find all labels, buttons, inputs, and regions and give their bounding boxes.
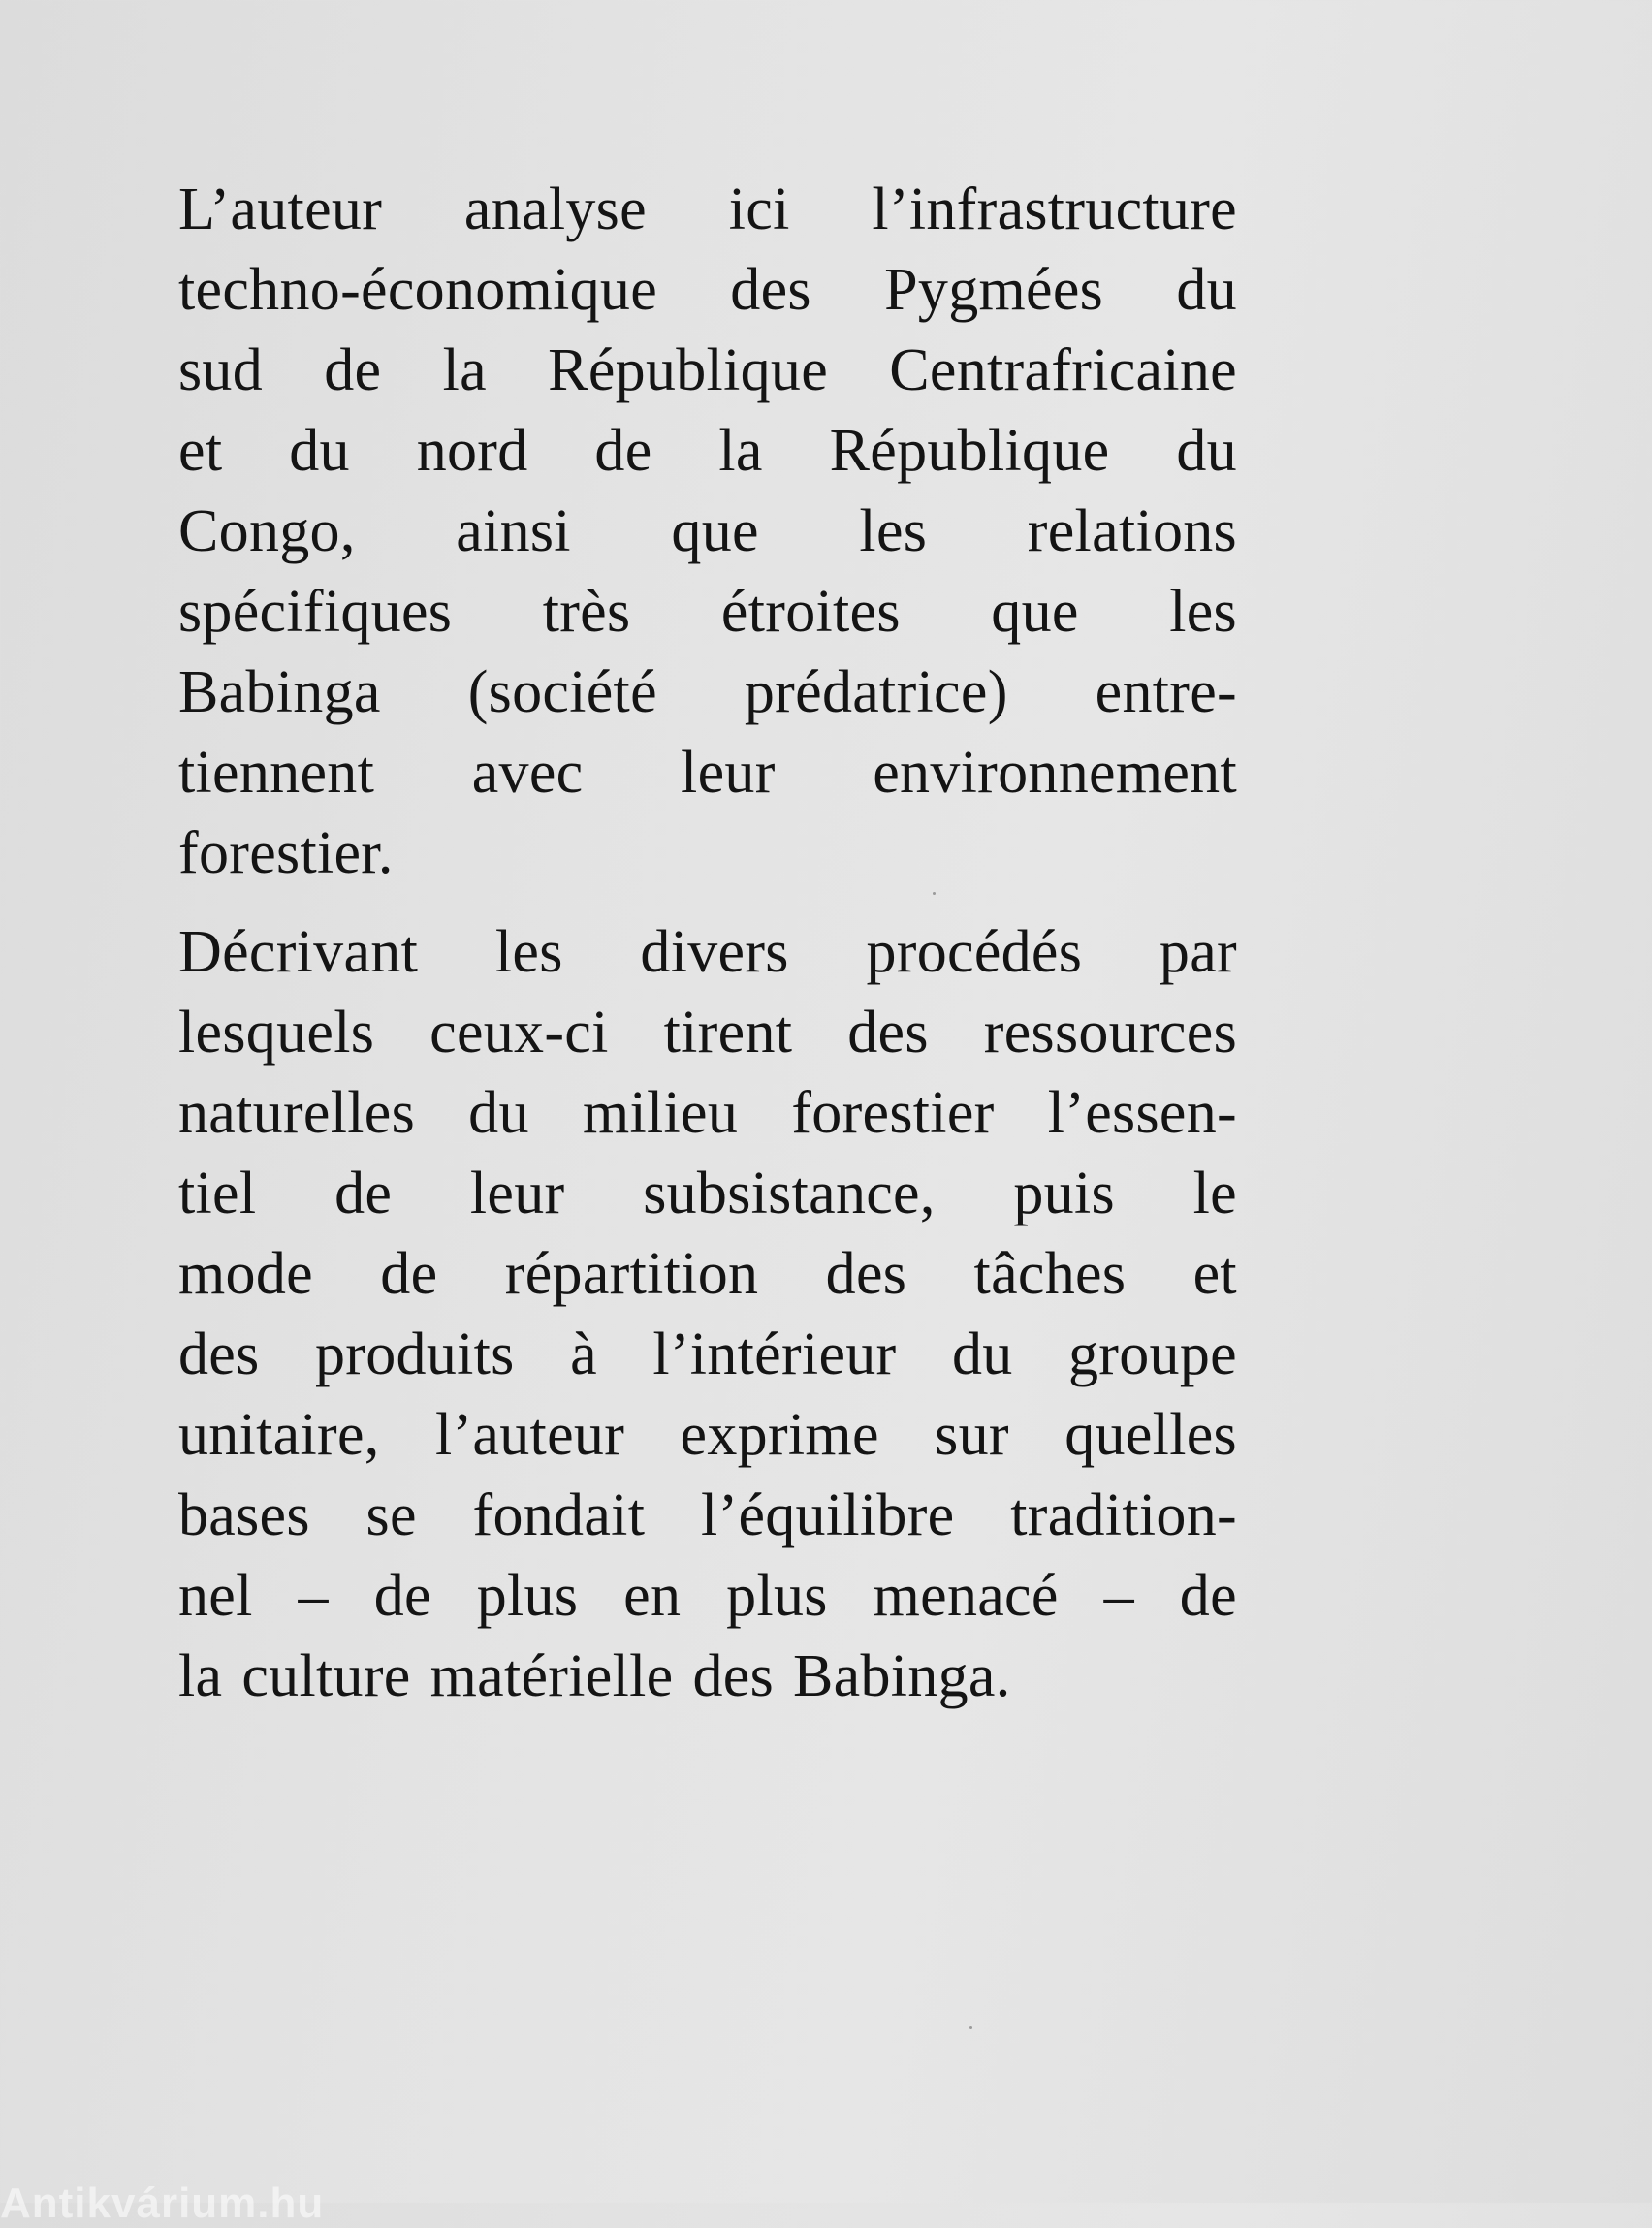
text-line bbox=[178, 170, 1237, 250]
text-line bbox=[178, 1395, 1237, 1476]
word: tirent bbox=[663, 1000, 793, 1066]
word: en bbox=[623, 1563, 682, 1629]
word: Babinga. bbox=[793, 1643, 1011, 1709]
word: des bbox=[730, 257, 811, 323]
word: très bbox=[542, 579, 631, 645]
word: du bbox=[951, 1321, 1013, 1387]
word: subsistance, bbox=[643, 1161, 936, 1226]
word: des bbox=[825, 1241, 907, 1307]
word: spécifiques bbox=[178, 579, 453, 645]
word: le bbox=[1192, 1161, 1237, 1226]
word: puis bbox=[1013, 1161, 1115, 1226]
word: naturelles bbox=[178, 1080, 416, 1146]
word: L’auteur bbox=[178, 176, 383, 242]
text-line bbox=[178, 1556, 1237, 1637]
word: et bbox=[178, 418, 223, 484]
word: Babinga bbox=[178, 659, 381, 725]
word: leur bbox=[469, 1161, 565, 1226]
text-line bbox=[178, 1476, 1237, 1556]
word: nord bbox=[416, 418, 528, 484]
paragraph-1 bbox=[178, 170, 1237, 894]
word: mode bbox=[178, 1241, 313, 1307]
word: République bbox=[548, 337, 829, 403]
text-line bbox=[178, 492, 1237, 572]
word: les bbox=[494, 919, 563, 985]
word: Décrivant bbox=[178, 919, 419, 985]
word: fondait bbox=[472, 1482, 646, 1548]
word: avec bbox=[471, 740, 584, 806]
text-line bbox=[178, 1234, 1237, 1315]
word: plus bbox=[726, 1563, 828, 1629]
word: groupe bbox=[1068, 1321, 1237, 1387]
word: de bbox=[324, 337, 382, 403]
word: et bbox=[1192, 1241, 1237, 1307]
word: du bbox=[289, 418, 350, 484]
word: matérielle bbox=[429, 1643, 674, 1709]
word: étroites bbox=[720, 579, 901, 645]
text-line bbox=[178, 1637, 1237, 1717]
word: tradition- bbox=[1010, 1482, 1237, 1548]
text-line bbox=[178, 1315, 1237, 1395]
word: des bbox=[847, 1000, 929, 1066]
paragraph-gap bbox=[178, 894, 1237, 912]
word: unitaire, bbox=[178, 1402, 380, 1468]
word: leur bbox=[681, 740, 776, 806]
word: les bbox=[859, 498, 928, 564]
word: l’essen- bbox=[1047, 1080, 1237, 1146]
word: du bbox=[468, 1080, 529, 1146]
word: la bbox=[178, 1643, 223, 1709]
word: culture bbox=[241, 1643, 411, 1709]
word: bases bbox=[178, 1482, 310, 1548]
word: de bbox=[380, 1241, 438, 1307]
word: Congo, bbox=[178, 498, 356, 564]
text-line bbox=[178, 572, 1237, 652]
text-line bbox=[178, 652, 1237, 733]
word: tiel bbox=[178, 1161, 257, 1226]
word: du bbox=[1176, 257, 1237, 323]
word: l’intérieur bbox=[652, 1321, 897, 1387]
paper-speck bbox=[933, 892, 936, 895]
word: des bbox=[178, 1321, 260, 1387]
word: lesquels bbox=[178, 1000, 375, 1066]
word: se bbox=[365, 1482, 417, 1548]
word: procédés bbox=[866, 919, 1083, 985]
word: ceux-ci bbox=[429, 1000, 609, 1066]
word: République bbox=[829, 418, 1110, 484]
word: relations bbox=[1027, 498, 1237, 564]
word: de bbox=[1179, 1563, 1237, 1629]
word: exprime bbox=[680, 1402, 879, 1468]
word: que bbox=[671, 498, 759, 564]
word: Pygmées bbox=[884, 257, 1104, 323]
word: analyse bbox=[463, 176, 647, 242]
word: ainsi bbox=[456, 498, 571, 564]
text-line bbox=[178, 912, 1237, 993]
word: du bbox=[1176, 418, 1237, 484]
word: techno-économique bbox=[178, 257, 658, 323]
word: ici bbox=[728, 176, 790, 242]
text-line bbox=[178, 1154, 1237, 1234]
text-line bbox=[178, 813, 1237, 894]
word: par bbox=[1159, 919, 1237, 985]
word: les bbox=[1169, 579, 1237, 645]
word: sud bbox=[178, 337, 264, 403]
word: l’auteur bbox=[434, 1402, 625, 1468]
word: à bbox=[570, 1321, 597, 1387]
text-line bbox=[178, 733, 1237, 813]
text-line bbox=[178, 331, 1237, 411]
word: de bbox=[334, 1161, 393, 1226]
word: produits bbox=[314, 1321, 515, 1387]
word: – bbox=[298, 1563, 329, 1629]
word: entre- bbox=[1095, 659, 1237, 725]
word: prédatrice) bbox=[744, 659, 1008, 725]
word: environnement bbox=[873, 740, 1237, 806]
word: sur bbox=[935, 1402, 1009, 1468]
watermark: Antikvárium.hu bbox=[0, 2180, 325, 2227]
word: – bbox=[1103, 1563, 1134, 1629]
text-line bbox=[178, 1073, 1237, 1154]
text-line bbox=[178, 993, 1237, 1073]
text-line bbox=[178, 250, 1237, 331]
word: de bbox=[594, 418, 652, 484]
word: milieu bbox=[582, 1080, 739, 1146]
word: quelles bbox=[1064, 1402, 1237, 1468]
word: nel bbox=[178, 1563, 253, 1629]
word: l’équilibre bbox=[700, 1482, 955, 1548]
word: divers bbox=[640, 919, 789, 985]
word: répartition bbox=[504, 1241, 759, 1307]
paragraph-2 bbox=[178, 912, 1237, 1717]
paper-speck bbox=[969, 2026, 972, 2029]
word: tâches bbox=[973, 1241, 1127, 1307]
word: la bbox=[718, 418, 763, 484]
word: (société bbox=[467, 659, 657, 725]
word: plus bbox=[476, 1563, 579, 1629]
word: l’infrastructure bbox=[872, 176, 1237, 242]
word: forestier bbox=[791, 1080, 995, 1146]
word: la bbox=[442, 337, 487, 403]
word: tiennent bbox=[178, 740, 375, 806]
word: menacé bbox=[873, 1563, 1059, 1629]
word: forestier. bbox=[178, 820, 394, 886]
word: de bbox=[373, 1563, 431, 1629]
blurb-text bbox=[178, 170, 1237, 1717]
word: Centrafricaine bbox=[889, 337, 1237, 403]
text-line bbox=[178, 411, 1237, 492]
word: ressources bbox=[983, 1000, 1237, 1066]
word: des bbox=[692, 1643, 775, 1709]
word: que bbox=[991, 579, 1079, 645]
